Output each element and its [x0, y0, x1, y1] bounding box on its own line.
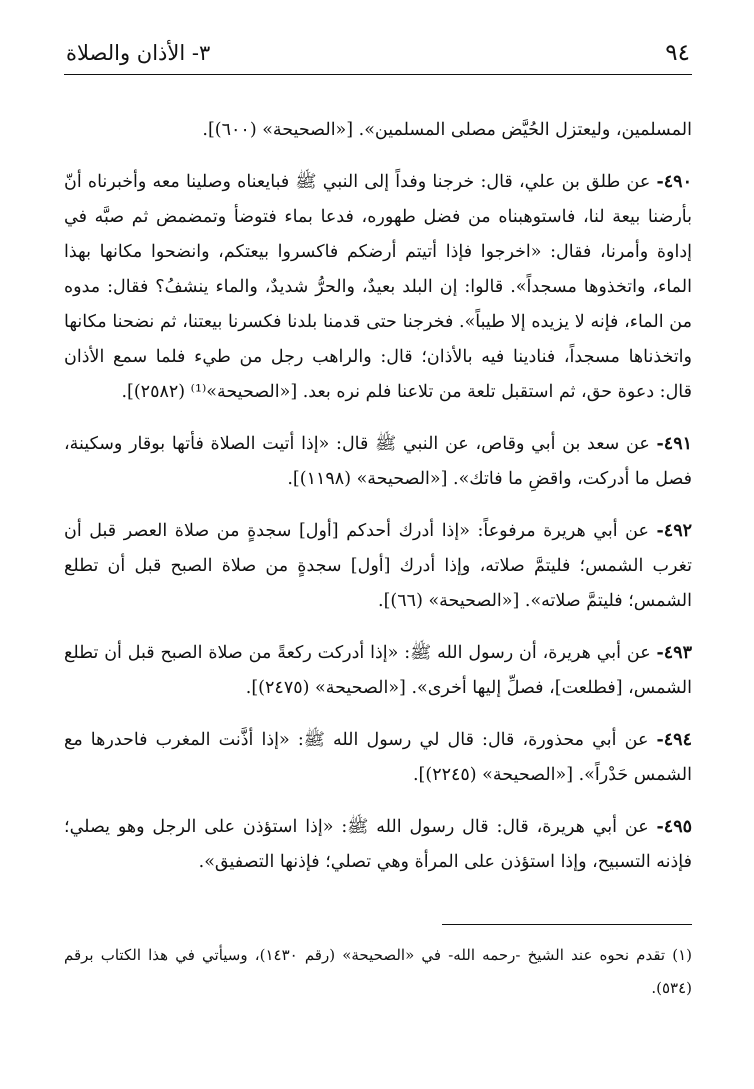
- paragraph-text: عن أبي هريرة، قال: قال رسول الله ﷺ: «إذا استؤذن على الرجل وهو يصلي؛ فإذنه التسبيح، وإذا استؤذن على المرأة وهي تصلي؛ فإذنها التصفيق».: [64, 817, 692, 872]
- running-header: [64, 40, 692, 75]
- main-text: [64, 113, 692, 880]
- hadith-number: ٤٩٥-: [656, 817, 692, 837]
- paragraph-text: عن أبي محذورة، قال: قال لي رسول الله ﷺ: «إذا أذَّنت المغرب فاحدرها مع الشمس حَدْراً». [«الصحيحة» (٢٢٤٥)].: [64, 730, 692, 785]
- paragraph-text: عن طلق بن علي، قال: خرجنا وفداً إلى النبي ﷺ فبايعناه وصلينا معه وأخبرناه أنّ بأرضنا بيعة لنا، فاستوهبناه من فضل طهوره، فدعا بماء فتوضأ وتمضمض ثم صبَّه في إداوة وأمرنا، فقال: «اخرجوا فإذا أتيتم أرضكم فاكسروا بيعتكم، وانضحوا مكانها بهذا الماء، واتخذوها مسجداً». قالوا: إن البلد بعيدٌ، والحرُّ شديدٌ، والماء ينشفُ؟ فقال: مدوه من الماء، فإنه لا يزيده إلا طيباً». فخرجنا حتى قدمنا بلدنا فكسرنا بيعتنا، ثم نضحنا مكانها واتخذناها مسجداً، فنادينا فيه بالأذان؛ قال: والراهب رجل من طيء فلما سمع الأذان قال: دعوة حق، ثم استقبل تلعة من تلاعنا فلم نره بعد. [«الصحيحة»⁽¹⁾ (٢٥٨٢)].: [64, 172, 692, 402]
- hadith-490: [64, 165, 692, 410]
- paragraph-text: عن أبي هريرة، أن رسول الله ﷺ: «إذا أدركت ركعةً من صلاة الصبح قبل أن تطلع الشمس، [فطلعت]، فصلِّ إليها أخرى». [«الصحيحة» (٢٤٧٥)].: [64, 643, 692, 698]
- hadith-number: ٤٩٤-: [656, 730, 692, 750]
- hadith-495: [64, 810, 692, 880]
- hadith-492: [64, 514, 692, 619]
- hadith-493: [64, 636, 692, 706]
- hadith-number: ٤٩٢-: [656, 521, 692, 541]
- paragraph-text: المسلمين، وليعتزل الحُيَّض مصلى المسلمين». [«الصحيحة» (٦٠٠)].: [202, 120, 692, 140]
- hadith-number: ٤٩٣-: [656, 643, 692, 663]
- chapter-title: ٣- الأذان والصلاة: [66, 41, 211, 65]
- hadith-number: ٤٩٠-: [656, 172, 692, 192]
- paragraph-text: عن أبي هريرة مرفوعاً: «إذا أدرك أحدكم [أول] سجدةٍ من صلاة العصر قبل أن تغرب الشمس؛ فليتمَّ صلاته، وإذا أدرك [أول] سجدةٍ من صلاة الصبح قبل أن تطلع الشمس؛ فليتمَّ صلاته». [«الصحيحة» (٦٦)].: [64, 521, 692, 611]
- footnote-divider: [442, 924, 692, 925]
- paragraph-text: عن سعد بن أبي وقاص، عن النبي ﷺ قال: «إذا أتيت الصلاة فأتها بوقار وسكينة، فصل ما أدركت، واقضِ ما فاتك». [«الصحيحة» (١١٩٨)].: [64, 434, 692, 489]
- hadith-number: ٤٩١-: [656, 434, 692, 454]
- hadith-494: [64, 723, 692, 793]
- paragraph-continuation: [64, 113, 692, 148]
- page-number: ٩٤: [665, 40, 690, 66]
- hadith-491: [64, 427, 692, 497]
- footnote: (١) تقدم نحوه عند الشيخ -رحمه الله- في «الصحيحة» (رقم ١٤٣٠)، وسيأتي في هذا الكتاب برقم (٥٣٤).: [64, 946, 692, 997]
